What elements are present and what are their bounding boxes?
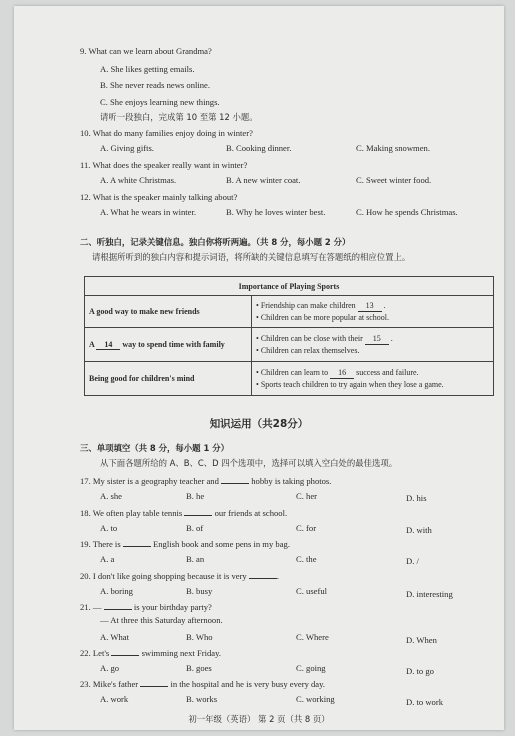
q18-option-c: C. for xyxy=(296,523,317,533)
q9-option-b: B. She never reads news online. xyxy=(100,80,211,90)
q20-stem: 20. I don't like going shopping because it is very . xyxy=(80,571,280,581)
q18-option-b: B. of xyxy=(186,523,204,533)
q19-option-b: B. an xyxy=(186,554,205,564)
q17-option-d: D. his xyxy=(406,493,427,503)
q21-option-b: B. Who xyxy=(186,632,213,642)
q17-stem: 17. My sister is a geography teacher and hobby is taking photos. xyxy=(80,476,332,486)
q22-option-c: C. going xyxy=(296,663,326,673)
q10-stem: 10. What do many families enjoy doing in winter? xyxy=(80,128,253,138)
blank-13[interactable]: 13 xyxy=(358,300,382,312)
q23-stem: 23. Mike's father in the hospital and he is very busy every day. xyxy=(80,679,326,689)
q17-option-a: A. she xyxy=(100,491,122,501)
listening-instruction-10-12: 请听一段独白，完成第 10 至第 12 小题。 xyxy=(100,112,258,122)
q9-option-c: C. She enjoys learning new things. xyxy=(100,97,220,107)
q22-stem: 22. Let's swimming next Friday. xyxy=(80,648,221,658)
q21-option-c: C. Where xyxy=(296,632,329,642)
q11-stem: 11. What does the speaker really want in winter? xyxy=(80,160,248,170)
q9-stem: 9. What can we learn about Grandma? xyxy=(80,46,212,56)
q19-option-a: A. a xyxy=(100,554,115,564)
q12-option-a: A. What he wears in winter. xyxy=(100,207,197,217)
q21-response: — At three this Saturday afternoon. xyxy=(100,615,223,625)
q11-option-c: C. Sweet winter food. xyxy=(356,175,432,185)
q17-option-b: B. he xyxy=(186,491,205,501)
table-row1-label: A good way to make new friends xyxy=(85,296,252,328)
blank-16[interactable]: 16 xyxy=(330,367,354,379)
q12-stem: 12. What is the speaker mainly talking about? xyxy=(80,192,238,202)
q20-option-d: D. interesting xyxy=(406,589,453,599)
knowledge-section-title: 知识运用（共28分） xyxy=(209,418,309,430)
q10-option-c: C. Making snowmen. xyxy=(356,143,430,153)
q22-option-a: A. go xyxy=(100,663,120,673)
q21-option-a: A. What xyxy=(100,632,129,642)
table-row3-points: • Children can learn to 16 success and failure. • Sports teach children to try again when they lose a game. xyxy=(252,362,494,396)
q19-option-c: C. the xyxy=(296,554,317,564)
importance-table xyxy=(84,276,494,396)
q18-option-d: D. with xyxy=(406,525,432,535)
q12-option-b: B. Why he loves winter best. xyxy=(226,207,326,217)
table-row2-label: A 14 way to spend time with family xyxy=(85,328,252,362)
q21-stem: 21. — is your birthday party? xyxy=(80,602,212,612)
q23-option-c: C. working xyxy=(296,694,335,704)
blank-14[interactable]: 14 xyxy=(96,340,120,350)
q18-stem: 18. We often play table tennis our friends at school. xyxy=(80,508,288,518)
table-row3-label: Being good for children's mind xyxy=(85,362,252,396)
q19-stem: 19. There is English book and some pens in my bag. xyxy=(80,539,290,549)
table-title: Importance of Playing Sports xyxy=(85,277,494,296)
table-row1-points: • Friendship can make children 13 . • Children can be more popular at school. xyxy=(252,296,494,328)
q23-option-a: A. work xyxy=(100,694,129,704)
q18-option-a: A. to xyxy=(100,523,118,533)
q11-option-a: A. A white Christmas. xyxy=(100,175,177,185)
q20-option-a: A. boring xyxy=(100,586,133,596)
exam-page xyxy=(14,6,504,730)
blank-15[interactable]: 15 xyxy=(365,333,389,345)
q10-option-a: A. Giving gifts. xyxy=(100,143,154,153)
section3-heading: 三、单项填空（共 8 分，每小题 1 分） xyxy=(80,443,229,453)
q22-option-b: B. goes xyxy=(186,663,212,673)
q17-option-c: C. her xyxy=(296,491,318,501)
q10-option-b: B. Cooking dinner. xyxy=(226,143,292,153)
section2-instruction: 请根据所听到的独白内容和提示词语，将所缺的关键信息填写在答题纸的相应位置上。 xyxy=(92,252,411,262)
q19-option-d: D. / xyxy=(406,556,419,566)
q21-option-d: D. When xyxy=(406,635,437,645)
q9-option-a: A. She likes getting emails. xyxy=(100,64,195,74)
section3-instruction: 从下面各题所给的 A、B、C、D 四个选项中，选择可以填入空白处的最佳选项。 xyxy=(100,458,398,468)
q23-option-d: D. to work xyxy=(406,697,443,707)
q12-option-c: C. How he spends Christmas. xyxy=(356,207,458,217)
q23-option-b: B. works xyxy=(186,694,218,704)
table-row2-points: • Children can be close with their 15 . • Children can relax themselves. xyxy=(252,328,494,362)
q22-option-d: D. to go xyxy=(406,666,434,676)
page-footer: 初一年级（英语） 第 2 页（共 8 页） xyxy=(188,714,330,724)
section2-heading: 二、听独白，记录关键信息。独白你将听两遍。（共 8 分，每小题 2 分） xyxy=(80,237,351,247)
q11-option-b: B. A new winter coat. xyxy=(226,175,301,185)
q20-option-b: B. busy xyxy=(186,586,213,596)
q20-option-c: C. useful xyxy=(296,586,328,596)
